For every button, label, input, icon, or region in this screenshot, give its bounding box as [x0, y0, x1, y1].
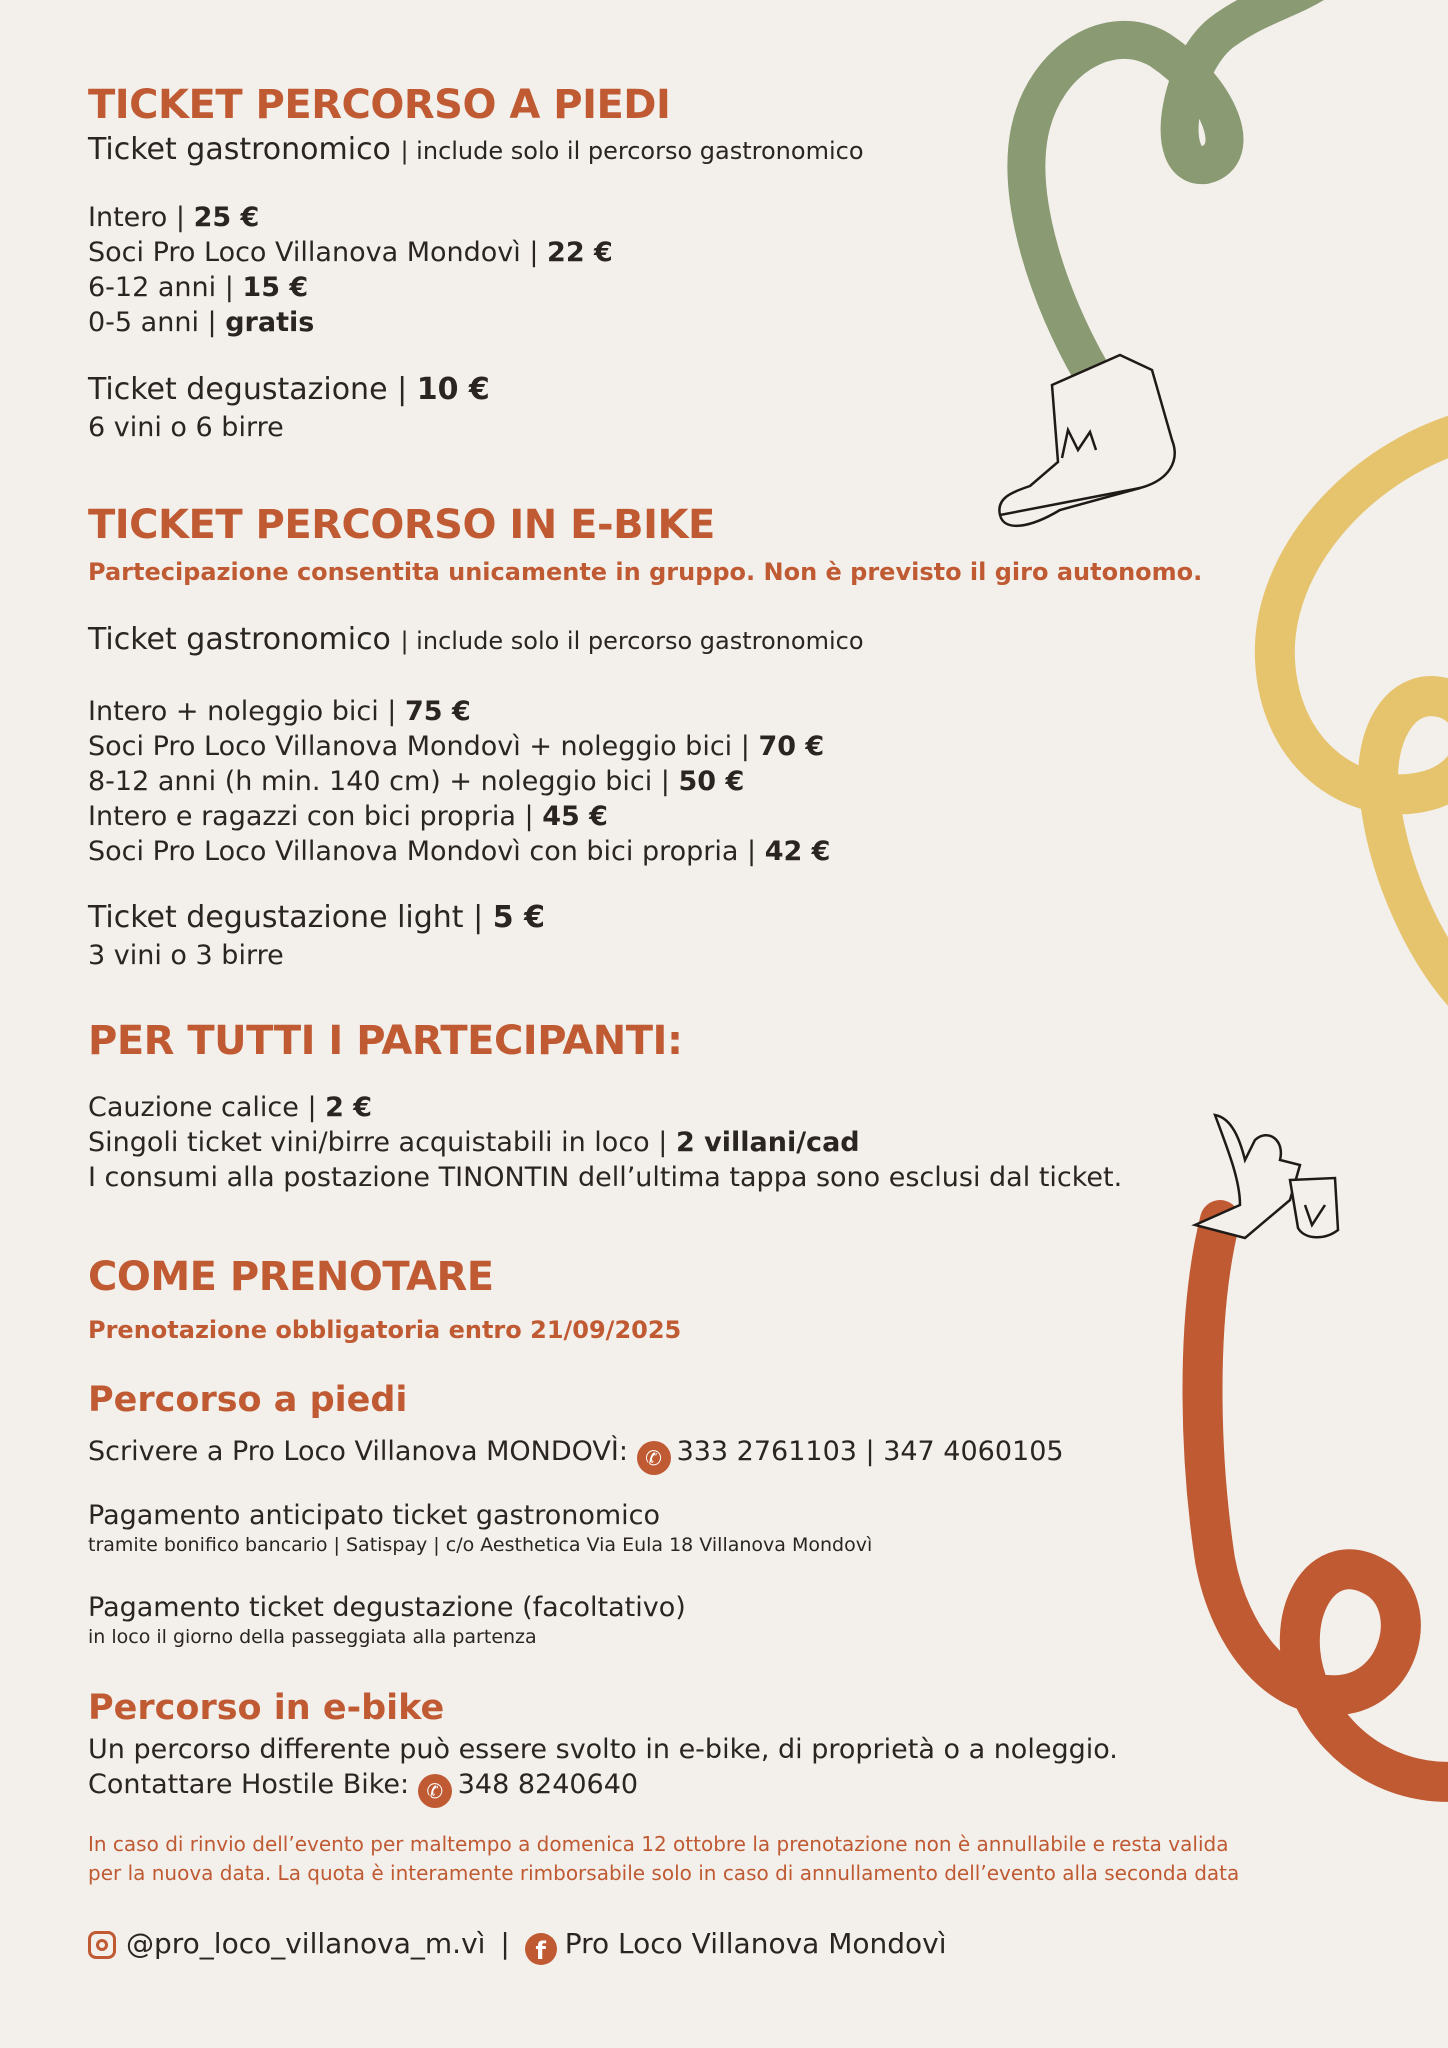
booking-walk-section [88, 1380, 407, 1420]
walk-tasting-price: 10 € [416, 372, 490, 407]
facebook-icon: f [525, 1933, 557, 1965]
tasting-payment-title: Pagamento ticket degustazione (facoltativo) [88, 1592, 686, 1623]
list-item: Soci Pro Loco Villanova Mondovì con bici propria | 42 € [88, 836, 831, 867]
list-item: 0-5 anni | gratis [88, 307, 315, 338]
booking-ebike-title: Percorso in e-bike [88, 1688, 445, 1728]
walk-tasting-heading: Ticket degustazione | 10 € [88, 372, 490, 407]
booking-ebike-info [88, 1732, 1118, 1808]
disclaimer-line-2: per la nuova data. La quota è interamente rimborsabile solo in caso di annullamento dell’evento alla seconda data [88, 1861, 1240, 1885]
tasting-payment [88, 1590, 686, 1650]
whatsapp-icon: ✆ [418, 1774, 452, 1808]
advance-payment [88, 1498, 872, 1558]
walk-gastro-label: Ticket gastronomico [88, 132, 391, 167]
walk-tasting-note: 6 vini o 6 birre [88, 412, 284, 443]
list-item: Soci Pro Loco Villanova Mondovì | 22 € [88, 237, 613, 268]
orange-arm-line [1203, 1220, 1448, 1782]
disclaimer-line-1: In caso di rinvio dell’evento per maltempo a domenica 12 ottobre la prenotazione non è annullabile e resta valida [88, 1832, 1229, 1856]
whatsapp-icon: ✆ [637, 1441, 671, 1475]
green-leg-line [1026, 0, 1320, 370]
ebike-tasting-price: 5 € [492, 900, 545, 935]
tasting-payment-detail: in loco il giorno della passeggiata alla partenza [88, 1626, 537, 1648]
walk-section [88, 82, 670, 128]
walk-title: TICKET PERCORSO A PIEDI [88, 82, 671, 128]
yellow-loop-line [1275, 430, 1448, 1000]
ebike-phone-number[interactable]: 348 8240640 [457, 1769, 639, 1800]
ebike-gastro-note: | include solo il percorso gastronomico [400, 627, 864, 655]
ebike-note: Partecipazione consentita unicamente in gruppo. Non è previsto il giro autonomo. [88, 558, 1203, 586]
list-item: I consumi alla postazione TINONTIN dell’ultima tappa sono esclusi dal ticket. [88, 1162, 1123, 1193]
instagram-handle[interactable]: @pro_loco_villanova_m.vì [126, 1927, 486, 1960]
list-item: Intero e ragazzi con bici propria | 45 € [88, 801, 608, 832]
facebook-page[interactable]: Pro Loco Villanova Mondovì [564, 1927, 947, 1960]
instagram-icon [88, 1931, 116, 1959]
advance-payment-title: Pagamento anticipato ticket gastronomico [88, 1500, 661, 1531]
booking-title: COME PRENOTARE [88, 1254, 494, 1300]
list-item: 8-12 anni (h min. 140 cm) + noleggio bici | 50 € [88, 766, 745, 797]
list-item: Cauzione calice | 2 € [88, 1092, 373, 1123]
disclaimer [88, 1830, 1239, 1888]
ebike-tasting-note: 3 vini o 3 birre [88, 940, 284, 971]
ebike-contact: Contattare Hostile Bike: ✆ 348 8240640 [88, 1767, 1118, 1808]
walk-phone-numbers[interactable]: 333 2761103 | 347 4060105 [676, 1436, 1064, 1467]
list-item: Intero + noleggio bici | 75 € [88, 696, 471, 727]
all-list [88, 1090, 1122, 1195]
booking-section [88, 1254, 494, 1300]
walk-price-list [88, 200, 613, 340]
list-item: 6-12 anni | 15 € [88, 272, 309, 303]
booking-walk-title: Percorso a piedi [88, 1380, 408, 1420]
list-item: Soci Pro Loco Villanova Mondovì + noleggio bici | 70 € [88, 731, 825, 762]
ebike-section [88, 502, 715, 548]
walk-gastro-heading [88, 132, 864, 167]
booking-walk-contact: Scrivere a Pro Loco Villanova MONDOVÌ: ✆ 333 2761103 | 347 4060105 [88, 1434, 1064, 1475]
list-item: Singoli ticket vini/birre acquistabili in loco | 2 villani/cad [88, 1127, 860, 1158]
ebike-price-list [88, 694, 830, 869]
ebike-gastro-label: Ticket gastronomico [88, 622, 391, 657]
advance-payment-detail: tramite bonifico bancario | Satispay | c/o Aesthetica Via Eula 18 Villanova Mondovì [88, 1534, 873, 1556]
ebike-title: TICKET PERCORSO IN E-BIKE [88, 502, 715, 548]
boot-icon [999, 355, 1174, 526]
all-section [88, 1018, 682, 1064]
ebike-gastro-heading [88, 622, 864, 657]
social-separator: | [500, 1927, 510, 1960]
booking-ebike-section [88, 1688, 444, 1728]
hand-with-glass-icon [1195, 1115, 1338, 1238]
walk-gastro-note: | include solo il percorso gastronomico [400, 137, 864, 165]
social-footer [88, 1926, 947, 1965]
list-item: Intero | 25 € [88, 202, 260, 233]
ebike-tasting-heading: Ticket degustazione light | 5 € [88, 900, 545, 935]
all-title: PER TUTTI I PARTECIPANTI: [88, 1018, 683, 1064]
booking-deadline: Prenotazione obbligatoria entro 21/09/2025 [88, 1316, 682, 1344]
ebike-info-line: Un percorso differente può essere svolto in e-bike, di proprietà o a noleggio. [88, 1734, 1118, 1765]
